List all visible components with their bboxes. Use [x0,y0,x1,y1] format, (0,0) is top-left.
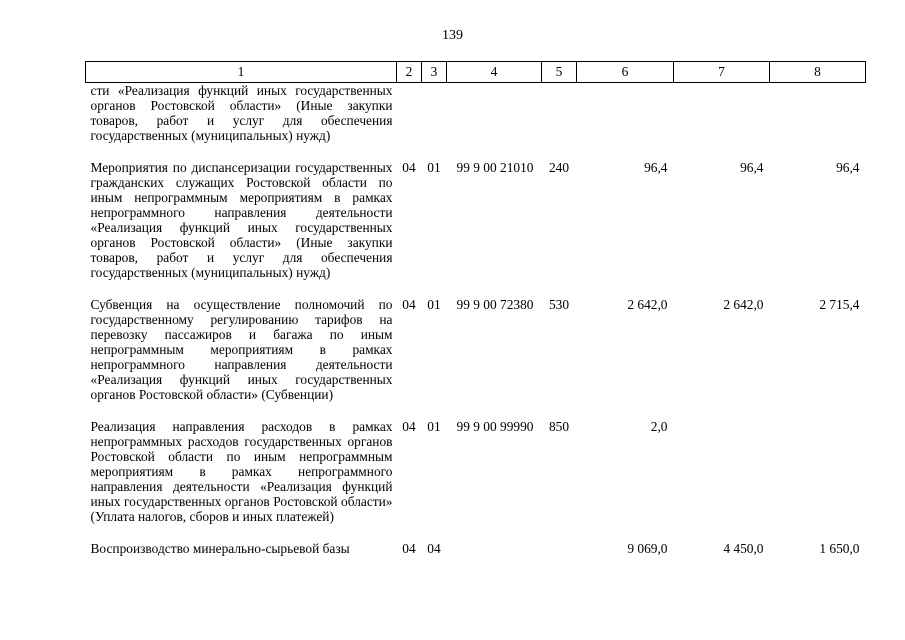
row-year1-amount: 9 069,0 [627,541,668,556]
column-header: 1 [86,62,397,83]
row-year2-amount: 4 450,0 [723,541,764,556]
row-year1-amount: 2 642,0 [627,297,668,312]
column-header: 2 [397,62,422,83]
row-year1-amount [577,83,674,161]
row-subsection: 01 [427,160,441,175]
row-year1-amount: 96,4 [644,160,668,175]
table-header-row [86,62,866,83]
budget-table [85,61,866,573]
row-year3-amount: 96,4 [836,160,860,175]
row-year2-amount: 96,4 [740,160,764,175]
column-header: 4 [447,62,542,83]
row-target-article: 99 9 00 21010 [456,160,534,175]
row-name: Реализация направления расходов в рамках непрограммных расходов государственных органов Ростовской области по иным непрограммным мероприятиям в рамках непрограммного направления деятельности «Реализация функций иных государственных органов Ростовской области» (Уплата налогов, сборов и иных платежей) [90,419,393,524]
row-target-article [447,83,542,161]
table-row [86,160,866,297]
row-year2-amount: 2 642,0 [723,297,764,312]
row-expense-type: 850 [548,419,570,434]
table-row [86,419,866,541]
row-subsection: 01 [427,419,441,434]
row-section: 04 [402,297,416,312]
table-row [86,297,866,419]
row-year3-amount [770,419,866,541]
row-year1-amount: 2,0 [650,419,668,434]
row-year3-amount [770,83,866,161]
row-section [397,83,422,161]
row-subsection: 04 [427,541,441,556]
row-target-article: 99 9 00 72380 [456,297,534,312]
row-year2-amount [674,83,770,161]
row-name: Субвенция на осуществление полномочий по государственному регулированию тарифов на перевозку пассажиров и багажа по иным непрограммным мероприятиям в рамках непрограммного направления деятельности «Реализация функций иных государственных органов Ростовской области» (Субвенции) [90,297,393,402]
row-expense-type: 530 [548,297,570,312]
row-expense-type [542,83,577,161]
row-year2-amount [674,419,770,541]
column-header: 5 [542,62,577,83]
column-header: 6 [577,62,674,83]
row-name: сти «Реализация функций иных государственных органов Ростовской области» (Иные закупки товаров, работ и услуг для обеспечения государственных (муниципальных) нужд) [90,83,393,143]
row-name: Воспроизводство минерально-сырьевой базы [90,541,350,556]
column-header: 7 [674,62,770,83]
row-name: Мероприятия по диспансеризации государственных гражданских служащих Ростовской области по иным непрограммным мероприятиям в рамках непрограммного направления деятельности «Реализация функций иных государственных органов Ростовской области» (Иные закупки товаров, работ и услуг для обеспечения государственных (муниципальных) нужд) [90,160,393,280]
column-header: 8 [770,62,866,83]
row-subsection: 01 [427,297,441,312]
table-row [86,83,866,161]
row-expense-type: 240 [548,160,570,175]
row-year3-amount: 1 650,0 [819,541,860,556]
row-section: 04 [402,419,416,434]
row-year3-amount: 2 715,4 [819,297,860,312]
row-expense-type [542,541,577,573]
column-header: 3 [422,62,447,83]
row-target-article: 99 9 00 99990 [456,419,534,434]
row-subsection [422,83,447,161]
table-row [86,541,866,573]
row-target-article [447,541,542,573]
row-section: 04 [402,160,416,175]
page-number: 139 [442,28,463,43]
row-section: 04 [402,541,416,556]
